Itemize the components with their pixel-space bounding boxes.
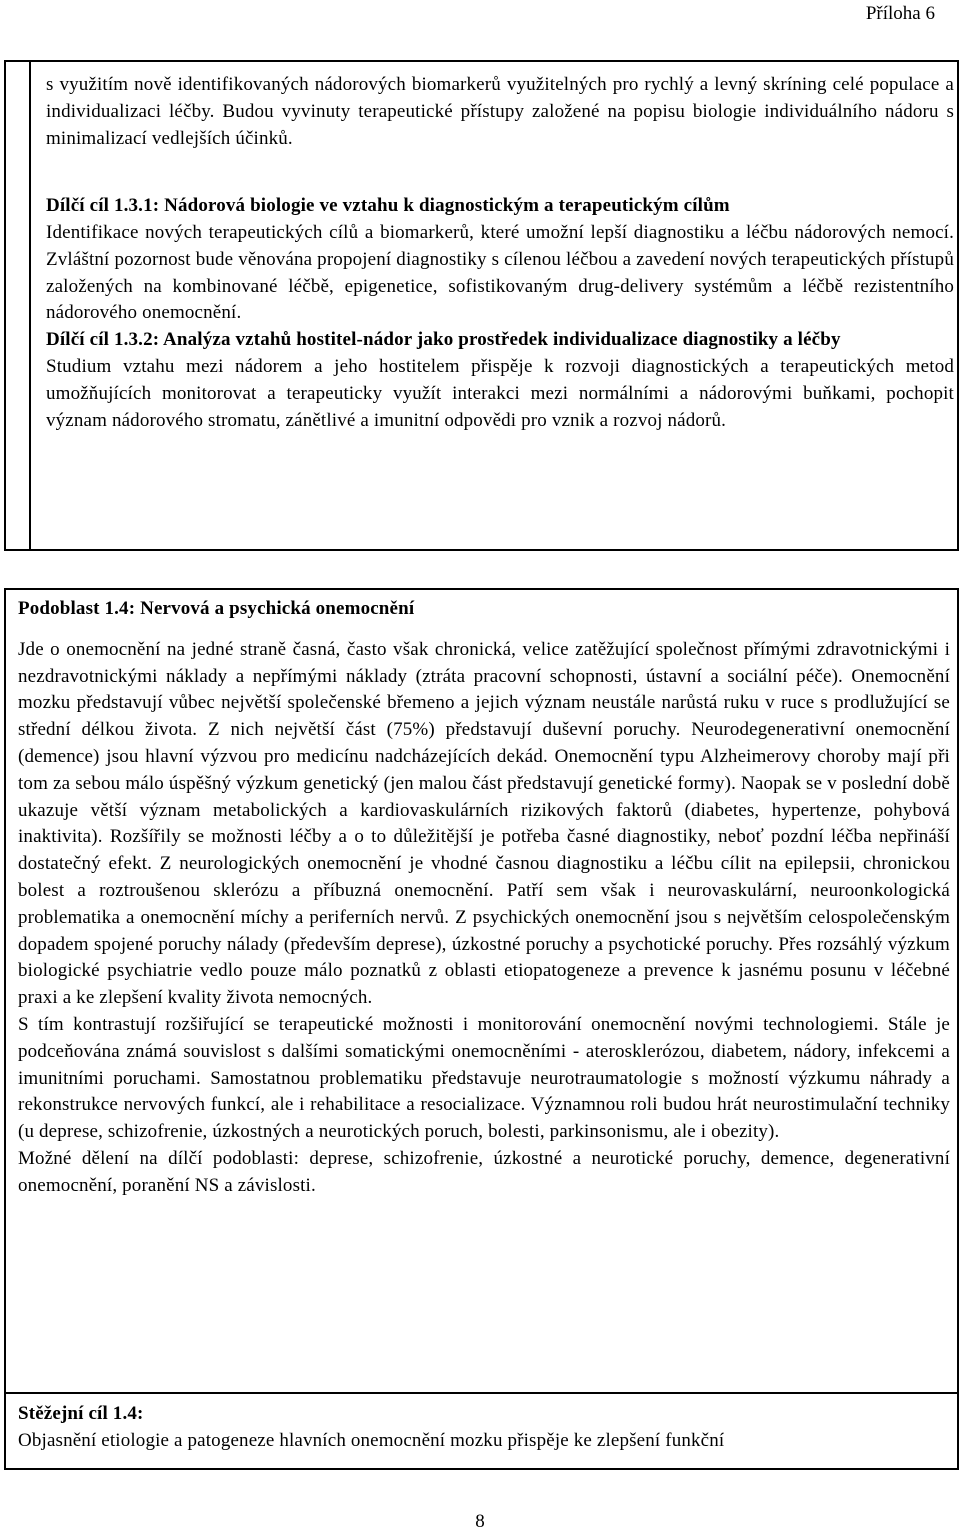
key-goal-title: Stěžejní cíl 1.4: — [18, 1403, 144, 1424]
goal-1-3-2-text: Studium vztahu mezi nádorem a jeho hostitelem přispěje k rozvoji diagnostických a terapeutických metod umožňujících monitorovat a terapeuticky využít interakci mezi normálními a nádorovými buňkami, pochopit význam nádorového stromatu, zánětlivé a imunitní odpovědi pro vznik a rozvoj nádorů. — [46, 355, 954, 431]
key-goal-content — [18, 1401, 950, 1455]
goal-1-3-1-title: Dílčí cíl 1.3.1: Nádorová biologie ve vztahu k diagnostickým a terapeutickým cílům — [46, 195, 730, 217]
table-box-key-goal — [4, 1394, 959, 1470]
subarea-title: Podoblast 1.4: Nervová a psychická onemocnění — [18, 598, 415, 619]
page-number: 8 — [475, 1511, 485, 1532]
subarea-paragraph-1: Jde o onemocnění na jedné straně časná, často však chronická, velice zatěžující společnost přímými zdravotnickými i nezdravotnickými náklady a nepřímými náklady (ztráta pracovní schopnosti, ústavní a sociální péče). Onemocnění mozku představují vůbec největší společenské břemeno a jejich význam neustále narůstá ruku v ruce s prodlužující se střední délkou života. Z nich největší část (75%) představují duševní poruchy. Neurodegenerativní onemocnění (demence) jsou hlavní výzvou pro medicínu nadcházejících dekád. Onemocnění typu Alzheimerovy choroby mají při tom za sebou málo úspěšný výzkum genetický (jen malou část představují genetické formy). Naopak se v poslední době ukazuje větší význam metabolických a kardiovaskulárních rizikových faktorů (diabetes, hypertenze, pohybová inaktivita). Rozšířily se možnosti léčby a o to důležitější je potřeba časné diagnostiky, neboť pozdní léčba nepřináší dostatečný efekt. Z neurologických onemocnění je vhodné časnou diagnostiku a léčbu cílit na epilepsii, chronickou bolest a roztroušenou sklerózu a příbuzná onemocnění. Patří sem však i neurovaskulární, neuroonkologická problematika a onemocnění míchy a periferních nervů. Z psychických onemocnění jsou s největším celospolečenským dopadem spojené poruchy nálady (především deprese), úzkostné poruchy a psychotické poruchy. Přes rozsáhlý výzkum biologické psychiatrie vedlo pouze málo poznatků z oblasti etiopatogeneze a prevence k jasnému posunu v léčebné praxi a ke zlepšení kvality života nemocných. — [18, 638, 950, 1009]
tumor-goals-content — [46, 72, 954, 434]
table-box-tumor-goals — [4, 60, 959, 551]
intro-paragraph: s využitím nově identifikovaných nádorových biomarkerů využitelných pro rychlý a levný skríning celé populace a individualizaci léčby. Budou vyvinuty terapeutické přístupy založené na popisu biologie individuálního nádoru s minimalizací vedlejších účinků. — [46, 74, 954, 149]
key-goal-text: Objasnění etiologie a patogeneze hlavních onemocnění mozku přispěje ke zlepšení funkční — [18, 1429, 725, 1451]
goal-1-3-1-text: Identifikace nových terapeutických cílů a biomarkerů, které umožní lepší diagnostiku a léčbu nádorových nemocí. Zvláštní pozornost bude věnována propojení diagnostiky s cílenou léčbou a zavedení nových terapeutických přístupů založených na kombinované léčbě, epigenetice, sofistikovaným drug-delivery systémům a léčbě rezistentního nádorového onemocnění. — [46, 221, 954, 324]
goal-1-3-2-title: Dílčí cíl 1.3.2: Analýza vztahů hostitel-nádor jako prostředek individualizace diagnostiky a léčby — [46, 329, 841, 351]
table-column-divider — [29, 62, 31, 549]
table-box-subarea-1-4 — [4, 588, 959, 1394]
subarea-paragraph-2: S tím kontrastují rozšiřující se terapeutické možnosti i monitorování onemocnění novými technologiemi. Stále je podceňována známá souvislost s dalšími somatickými onemocněními - aterosklerózou, diabetem, nádory, infekcemi a imunitními poruchami. Samostatnou problematiku představuje neurotraumatologie s možností výzkumu náhrady a rekonstrukce nervových funkcí, ale i rehabilitace a resocializace. Významnou roli budou hrát neurostimulační techniky (u deprese, schizofrenie, úzkostných a neurotických poruch, bolesti, parkinsonismu, ale i obezity). — [18, 1013, 950, 1143]
subarea-content — [18, 596, 950, 1200]
subarea-paragraph-3: Možné dělení na dílčí podoblasti: deprese, schizofrenie, úzkostné a neurotické poruchy, demence, degenerativní onemocnění, poranění NS a závislosti. — [18, 1147, 950, 1196]
appendix-label: Příloha 6 — [865, 3, 935, 24]
spacer — [46, 179, 954, 193]
spacer — [18, 623, 950, 637]
spacer — [46, 152, 954, 179]
